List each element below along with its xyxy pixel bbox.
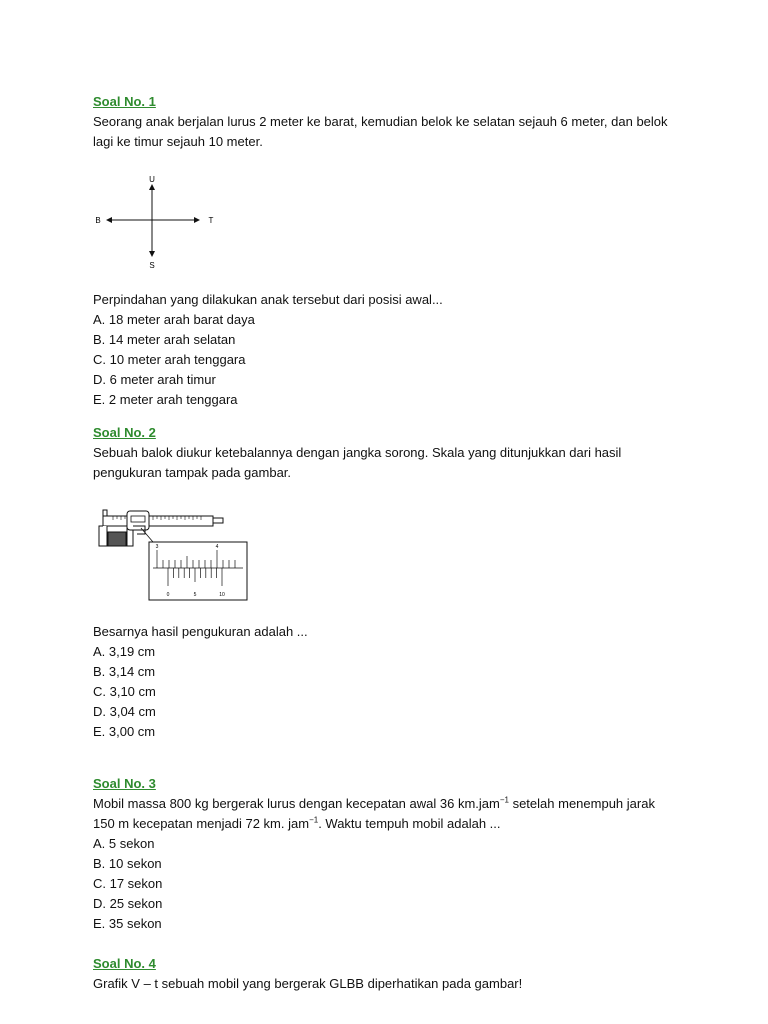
compass-label-west: B [95,216,101,225]
caliper-fixed-jaw [99,526,107,546]
caliper-main-beam [103,516,213,526]
caliper-depth-rod [213,518,223,523]
measured-block [108,532,126,546]
answer-option: E. 2 meter arah tenggara [93,392,238,407]
question-4 [93,954,693,994]
answer-option: B. 3,14 cm [93,664,156,679]
question-2-options [93,622,693,742]
answer-option: A. 3,19 cm [93,644,156,659]
question-stem-line: 150 m kecepatan menjadi 72 km. jam$^{-1}$. Waktu tempuh mobil adalah ... [93,815,501,831]
question-stem-line: pengukuran tampak pada gambar. [93,465,292,480]
answer-option: B. 14 meter arah selatan [93,332,236,347]
answer-option: E. 3,00 cm [93,724,156,739]
answer-option: D. 25 sekon [93,896,163,911]
question-1-options [93,290,693,410]
question-stem-line: Mobil massa 800 kg bergerak lurus dengan kecepatan awal 36 km.jam$^{-1}$ setelah menempuh jarak [93,795,655,811]
vernier-label-10: 10 [219,592,225,598]
compass-label-south: S [149,261,155,270]
vernier-label-5: 5 [193,592,197,598]
answer-option: A. 5 sekon [93,836,155,851]
compass-label-north: U [149,175,155,184]
question-2 [93,423,693,483]
vernier-caliper-diagram [93,506,253,604]
question-1 [93,92,693,152]
question-stem-line: Sebuah balok diukur ketebalannya dengan jangka sorong. Skala yang ditunjukkan dari hasil [93,445,622,460]
compass-diagram [93,174,223,270]
answer-option: C. 17 sekon [93,876,163,891]
question-3 [93,774,693,934]
question-stem-line: Seorang anak berjalan lurus 2 meter ke barat, kemudian belok ke selatan sejauh 6 meter, dan belok [93,114,668,129]
answer-option: C. 10 meter arah tenggara [93,352,246,367]
answer-option: D. 6 meter arah timur [93,372,216,387]
compass-label-east: T [208,216,214,225]
question-prompt: Besarnya hasil pengukuran adalah ... [93,624,308,639]
answer-option: C. 3,10 cm [93,684,156,699]
question-title: Soal No. 1 [93,94,156,109]
question-title: Soal No. 3 [93,776,156,791]
answer-option: A. 18 meter arah barat daya [93,312,255,327]
vernier-label-0: 0 [166,592,170,598]
answer-option: B. 10 sekon [93,856,162,871]
answer-option: D. 3,04 cm [93,704,156,719]
scale-zoom-box [149,542,247,600]
question-title: Soal No. 2 [93,425,156,440]
main-scale-label-4: 4 [215,544,219,550]
question-stem-line: Grafik V – t sebuah mobil yang bergerak GLBB diperhatikan pada gambar! [93,976,523,991]
answer-option: E. 35 sekon [93,916,162,931]
question-title: Soal No. 4 [93,956,156,971]
question-stem-line: lagi ke timur sejauh 10 meter. [93,134,263,149]
main-scale-label-3: 3 [155,544,159,550]
question-prompt: Perpindahan yang dilakukan anak tersebut dari posisi awal... [93,292,443,307]
